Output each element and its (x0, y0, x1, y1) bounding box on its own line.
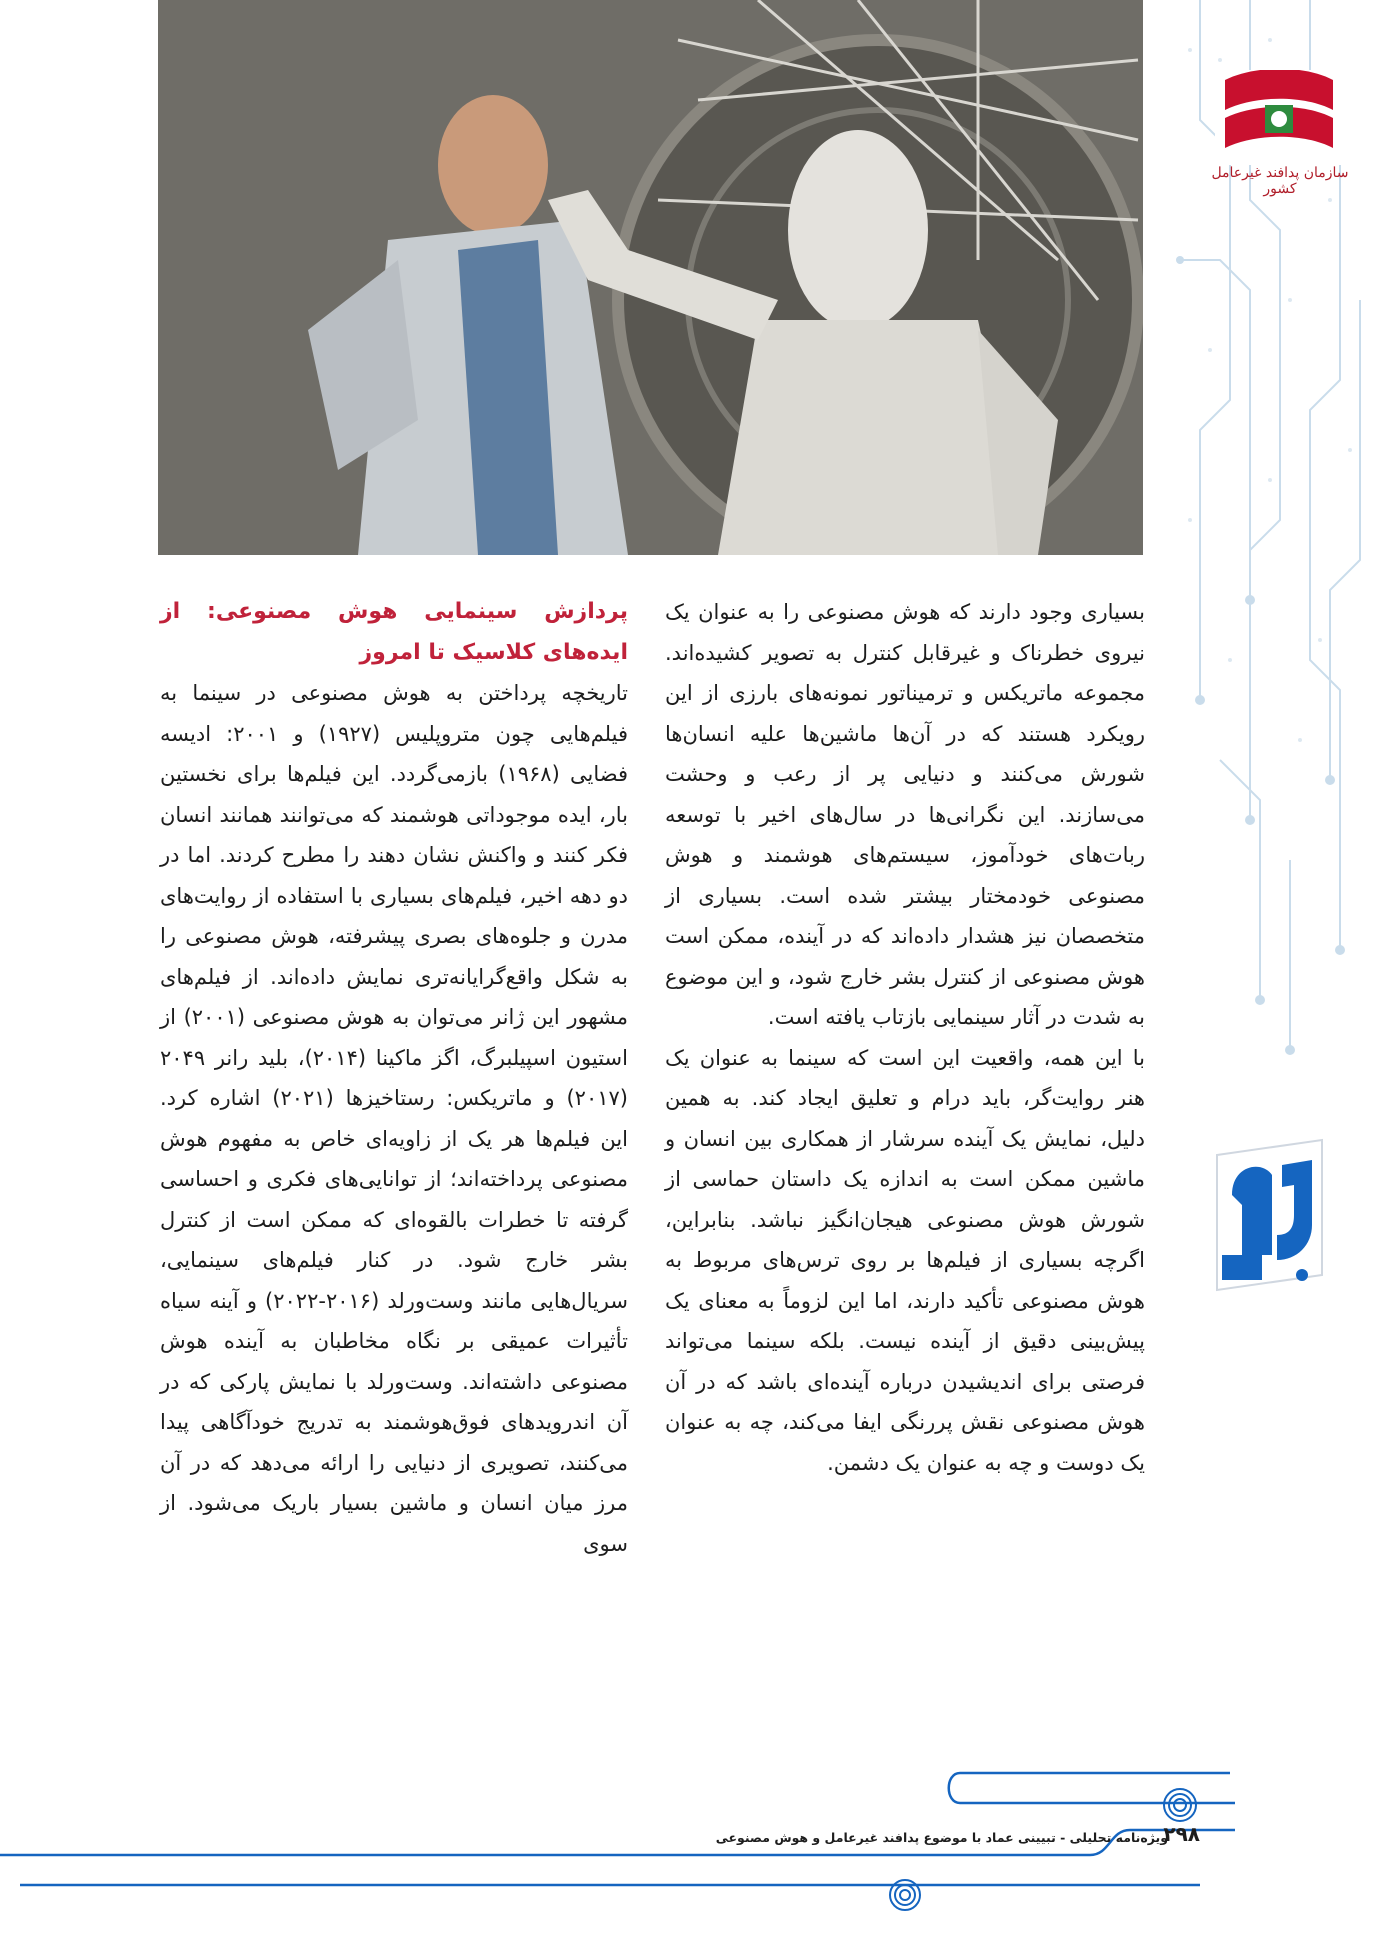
paragraph: با این همه، واقعیت این است که سینما به عنوان یک هنر روایت‌گر، باید درام و تعلیق ایجاد کند. به همین دلیل، نمایش یک آینده سرشار از همکاری بین انسان و ماشین ممکن است به اندازه یک داستان حماسی از شورش هوش مصنوعی هیجان‌انگیز نباشد. بنابراین، اگرچه بسیاری از فیلم‌ها بر روی ترس‌های مربوط به هوش مصنوعی تأکید دارند، اما این لزوماً به معنای یک پیش‌بینی دقیق از آینده نیست. بلکه سینما می‌تواند فرصتی برای اندیشیدن درباره آینده‌ای باشد که در آن هوش مصنوعی نقش پررنگی ایفا می‌کند، چه به عنوان یک دوست و چه به عنوان یک دشمن. (665, 1045, 1145, 1475)
circuit-decoration (1160, 0, 1378, 1929)
emad-emblem-icon (1202, 1135, 1337, 1300)
right-column (665, 592, 1145, 1483)
film-still-image (158, 0, 1143, 555)
page-number: ۲۹۸ (1163, 1822, 1200, 1846)
section-heading: پردازش سینمایی هوش مصنوعی: از ایده‌های کلاسیک تا امروز (160, 599, 628, 665)
org-caption: سازمان پدافند غیرعامل کشور (1211, 165, 1349, 197)
emad-logo (1202, 1135, 1337, 1300)
paragraph: بسیاری وجود دارند که هوش مصنوعی را به عنوان یک نیروی خطرناک و غیرقابل کنترل به تصویر کشیده‌اند. مجموعه ماتریکس و ترمیناتور نمونه‌های بارزی از این رویکرد هستند که در آن‌ها ماشین‌ها علیه انسان‌ها شورش می‌کنند و دنیایی پر از رعب و وحشت می‌سازند. این نگرانی‌ها در سال‌های اخیر با توسعه ربات‌های خودآموز، سیستم‌های هوشمند و هوش مصنوعی خودمختار بیشتر شده است. بسیاری از متخصصان نیز هشدار داده‌اند که در آینده، ممکن است هوش مصنوعی از کنترل بشر خارج شود، و این موضوع به شدت در آثار سینمایی بازتاب یافته است. (665, 600, 1145, 1029)
footer-title: ویژه‌نامه تحلیلی - تبیینی عماد با موضوع پدافند غیرعامل و هوش مصنوعی (715, 1830, 1168, 1845)
paragraph: تاریخچه پرداختن به هوش مصنوعی در سینما به فیلم‌هایی چون متروپلیس (۱۹۲۷) و ۲۰۰۱: ادیسه فضایی (۱۹۶۸) بازمی‌گردد. این فیلم‌ها برای نخستین بار، ایده موجوداتی هوشمند که می‌توانند همانند انسان فکر کنند و واکنش نشان دهند را مطرح کردند. اما در دو دهه اخیر، فیلم‌های بسیاری با استفاده از روایت‌های مدرن و جلوه‌های بصری پیشرفته، هوش مصنوعی را به شکل واقع‌گرایانه‌تری نمایش داده‌اند. از فیلم‌های مشهور این ژانر می‌توان به هوش مصنوعی (۲۰۰۱) از استیون اسپیلبرگ، اگز ماکینا (۲۰۱۴)، بلید رانر ۲۰۴۹ (۲۰۱۷) و ماتریکس: رستاخیزها (۲۰۲۱) اشاره کرد. این فیلم‌ها هر یک از زاویه‌ای خاص به مفهوم هوش مصنوعی پرداخته‌اند؛ از توانایی‌های فکری و احساسی گرفته تا خطرات بالقوه‌ای که ممکن است از کنترل بشر خارج شود. در کنار فیلم‌های سینمایی، سریال‌هایی مانند وست‌ورلد (۲۰۱۶-۲۰۲۲) و آینه سیاه تأثیرات عمیقی بر نگاه مخاطبان به آینده هوش مصنوعی داشته‌اند. وست‌ورلد با نمایش پارکی که در آن اندرویدهای فوق‌هوشمند به تدریج خودآگاهی پیدا می‌کنند، تصویری از دنیایی را ارائه می‌دهد که در آن مرز میان انسان و ماشین بسیار باریک می‌شود. از سوی (160, 681, 629, 1556)
film-still-photo (158, 0, 1143, 555)
left-column (160, 592, 628, 1564)
